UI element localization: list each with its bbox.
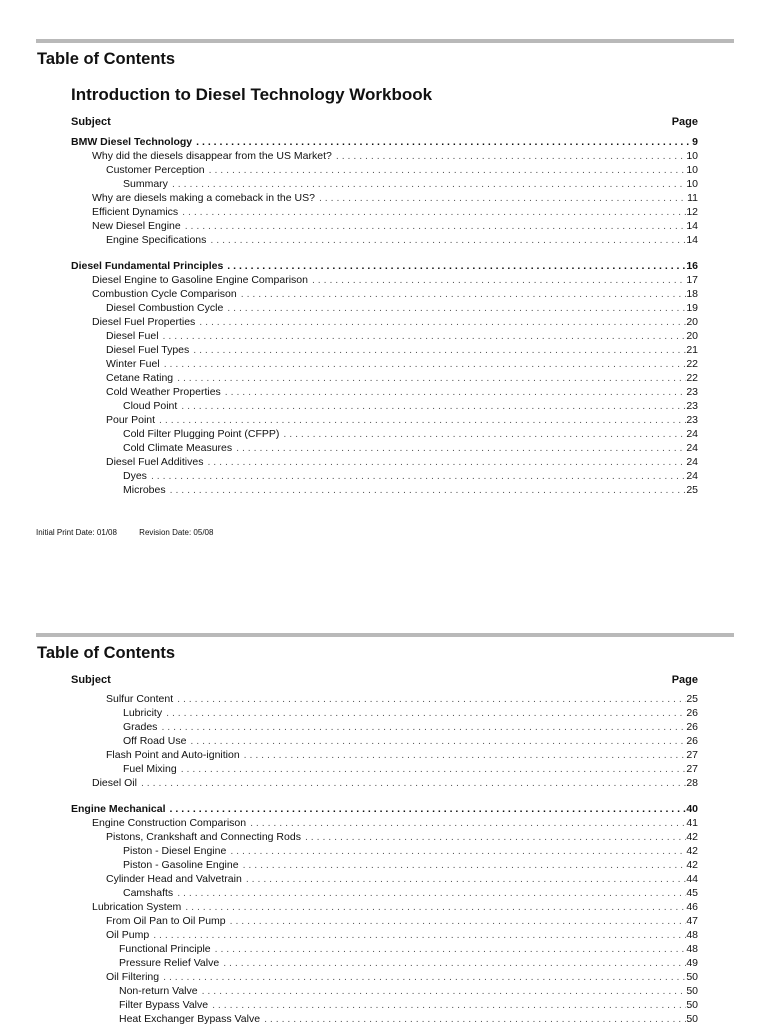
toc-entry[interactable] — [71, 399, 698, 413]
entry-title: Engine Mechanical — [71, 803, 166, 815]
entry-page-number: 9 — [692, 136, 698, 148]
second-page-divider — [36, 633, 734, 637]
entry-title: Grades — [123, 721, 158, 733]
entry-page-number: 23 — [686, 400, 698, 412]
toc-entry[interactable] — [71, 427, 698, 441]
entry-title: Diesel Fuel Types — [106, 344, 190, 356]
dot-leader — [230, 844, 686, 858]
toc-entry[interactable] — [71, 816, 698, 830]
top-divider — [36, 39, 734, 43]
dot-leader — [227, 259, 686, 273]
toc-entry[interactable] — [71, 692, 698, 706]
entry-title: Customer Perception — [106, 164, 205, 176]
dot-leader — [215, 942, 687, 956]
toc-entry[interactable] — [71, 984, 698, 998]
entry-page-number: 27 — [686, 749, 698, 761]
toc-entry[interactable] — [71, 483, 698, 497]
entry-title: Piston - Gasoline Engine — [123, 859, 239, 871]
dot-leader — [190, 734, 686, 748]
entry-page-number: 50 — [686, 985, 698, 997]
dot-leader — [305, 830, 686, 844]
entry-page-number: 21 — [686, 344, 698, 356]
entry-page-number: 14 — [686, 234, 698, 246]
entry-title: Pressure Relief Valve — [119, 957, 220, 969]
toc-entry[interactable] — [71, 914, 698, 928]
entry-title: Pistons, Crankshaft and Connecting Rods — [106, 831, 301, 843]
entry-title: Diesel Oil — [92, 777, 137, 789]
dot-leader — [336, 149, 686, 163]
entry-page-number: 19 — [686, 302, 698, 314]
entry-title: New Diesel Engine — [92, 220, 181, 232]
entry-title: Dyes — [123, 470, 147, 482]
dot-leader — [161, 720, 686, 734]
entry-title: Cold Filter Plugging Point (CFPP) — [123, 428, 280, 440]
toc-entry[interactable] — [71, 872, 698, 886]
dot-leader — [212, 998, 686, 1012]
subject-label: Subject — [71, 674, 111, 686]
entry-page-number: 26 — [686, 735, 698, 747]
dot-leader — [151, 469, 686, 483]
entry-title: Diesel Fuel Properties — [92, 316, 196, 328]
entry-page-number: 23 — [686, 414, 698, 426]
toc-entry[interactable] — [71, 720, 698, 734]
entry-title: Filter Bypass Valve — [119, 999, 209, 1011]
dot-leader — [250, 816, 686, 830]
entry-page-number: 45 — [686, 887, 698, 899]
entry-title: Summary — [123, 178, 168, 190]
entry-title: Microbes — [123, 484, 166, 496]
entry-title: Piston - Diesel Engine — [123, 845, 227, 857]
toc-entry[interactable] — [71, 762, 698, 776]
entry-page-number: 48 — [686, 929, 698, 941]
toc-section-entry[interactable] — [71, 802, 698, 816]
dot-leader — [199, 315, 686, 329]
dot-leader — [312, 273, 686, 287]
entry-page-number: 40 — [686, 803, 698, 815]
entry-page-number: 50 — [686, 971, 698, 983]
entry-title: From Oil Pan to Oil Pump — [106, 915, 226, 927]
entry-page-number: 18 — [686, 288, 698, 300]
toc-entry[interactable] — [71, 998, 698, 1012]
dot-leader — [227, 301, 686, 315]
dot-leader — [236, 441, 686, 455]
entry-page-number: 11 — [687, 192, 698, 204]
entry-page-number: 24 — [686, 442, 698, 454]
entry-title: Heat Exchanger Bypass Valve — [119, 1013, 261, 1025]
entry-page-number: 20 — [686, 330, 698, 342]
entry-page-number: 26 — [686, 707, 698, 719]
dot-leader — [223, 956, 686, 970]
dot-leader — [207, 455, 686, 469]
entry-page-number: 42 — [686, 845, 698, 857]
toc-entry[interactable] — [71, 219, 698, 233]
entry-page-number: 41 — [686, 817, 698, 829]
dot-leader — [141, 776, 686, 790]
entry-page-number: 20 — [686, 316, 698, 328]
entry-page-number: 24 — [686, 428, 698, 440]
entry-title: Oil Filtering — [106, 971, 160, 983]
entry-page-number: 24 — [686, 456, 698, 468]
entry-title: Functional Principle — [119, 943, 211, 955]
entry-title: Winter Fuel — [106, 358, 160, 370]
toc-entry[interactable] — [71, 177, 698, 191]
subject-label: Subject — [71, 116, 111, 128]
toc-title-page-2: Table of Contents — [37, 644, 176, 662]
toc-entry[interactable] — [71, 441, 698, 455]
entry-page-number: 49 — [686, 957, 698, 969]
workbook-title: Introduction to Diesel Technology Workbook — [71, 85, 433, 104]
entry-title: Oil Pump — [106, 929, 150, 941]
toc-entry[interactable] — [71, 886, 698, 900]
entry-page-number: 46 — [686, 901, 698, 913]
toc-entry[interactable] — [71, 970, 698, 984]
dot-leader — [166, 706, 686, 720]
entry-page-number: 42 — [686, 831, 698, 843]
dot-leader — [181, 399, 686, 413]
entry-page-number: 28 — [686, 777, 698, 789]
entry-page-number: 25 — [686, 693, 698, 705]
dot-leader — [210, 233, 686, 247]
revision-date: Revision Date: 05/08 — [139, 528, 214, 537]
toc-entry[interactable] — [71, 858, 698, 872]
toc-entry[interactable] — [71, 273, 698, 287]
toc-section-entry[interactable] — [71, 135, 698, 149]
toc-entry[interactable] — [71, 357, 698, 371]
entry-page-number: 27 — [686, 763, 698, 775]
toc-entry[interactable] — [71, 455, 698, 469]
dot-leader — [319, 191, 687, 205]
toc-entry[interactable] — [71, 385, 698, 399]
entry-page-number: 16 — [686, 260, 698, 272]
entry-title: Lubrication System — [92, 901, 182, 913]
dot-leader — [209, 163, 687, 177]
toc-entry[interactable] — [71, 343, 698, 357]
toc-entry[interactable] — [71, 287, 698, 301]
entry-title: Efficient Dynamics — [92, 206, 179, 218]
initial-print-date: Initial Print Date: 01/08 — [36, 528, 117, 537]
entry-page-number: 10 — [686, 150, 698, 162]
entry-title: Cloud Point — [123, 400, 178, 412]
dot-leader — [159, 413, 686, 427]
entry-page-number: 50 — [686, 999, 698, 1011]
entry-title: Cylinder Head and Valvetrain — [106, 873, 242, 885]
toc-entry[interactable] — [71, 301, 698, 315]
entry-title: Sulfur Content — [106, 693, 174, 705]
toc-entry[interactable] — [71, 371, 698, 385]
toc-title: Table of Contents — [37, 50, 176, 68]
dot-leader — [230, 914, 687, 928]
page-label: Page — [671, 674, 698, 686]
dot-leader — [153, 928, 686, 942]
dot-leader — [185, 900, 686, 914]
toc-entry[interactable] — [71, 928, 698, 942]
entry-page-number: 24 — [686, 470, 698, 482]
entry-page-number: 10 — [686, 164, 698, 176]
dot-leader — [164, 357, 687, 371]
entry-title: Off Road Use — [123, 735, 187, 747]
entry-page-number: 25 — [686, 484, 698, 496]
toc-entry[interactable] — [71, 942, 698, 956]
entry-title: Diesel Fundamental Principles — [71, 260, 224, 272]
entry-page-number: 12 — [686, 206, 698, 218]
dot-leader — [163, 970, 686, 984]
entry-page-number: 50 — [686, 1013, 698, 1025]
dot-leader — [177, 886, 686, 900]
toc-entry[interactable] — [71, 191, 698, 205]
entry-page-number: 10 — [686, 178, 698, 190]
dot-leader — [244, 748, 687, 762]
entry-title: Combustion Cycle Comparison — [92, 288, 237, 300]
entry-title: Diesel Fuel Additives — [106, 456, 204, 468]
dot-leader — [181, 762, 687, 776]
entry-title: Why did the diesels disappear from the US Market? — [92, 150, 332, 162]
toc-entry[interactable] — [71, 830, 698, 844]
footer — [36, 528, 233, 537]
toc-entry[interactable] — [71, 748, 698, 762]
toc-entry[interactable] — [71, 233, 698, 247]
toc-entry[interactable] — [71, 844, 698, 858]
toc-entry[interactable] — [71, 900, 698, 914]
dot-leader — [193, 343, 686, 357]
toc-entry[interactable] — [71, 413, 698, 427]
entry-page-number: 22 — [686, 372, 698, 384]
dot-leader — [225, 385, 687, 399]
dot-leader — [185, 219, 687, 233]
dot-leader — [196, 135, 692, 149]
entry-page-number: 23 — [686, 386, 698, 398]
dot-leader — [202, 984, 687, 998]
toc-entry[interactable] — [71, 469, 698, 483]
dot-leader — [170, 802, 687, 816]
entry-title: Fuel Mixing — [123, 763, 177, 775]
toc-entry[interactable] — [71, 329, 698, 343]
entry-title: Diesel Engine to Gasoline Engine Comparison — [92, 274, 308, 286]
entry-page-number: 14 — [686, 220, 698, 232]
entry-title: Pour Point — [106, 414, 156, 426]
entry-page-number: 48 — [686, 943, 698, 955]
dot-leader — [283, 427, 686, 441]
toc-entry[interactable] — [71, 163, 698, 177]
toc-section-entry[interactable] — [71, 259, 698, 273]
entry-title: Camshafts — [123, 887, 174, 899]
entry-title: Why are diesels making a comeback in the US? — [92, 192, 315, 204]
page-label: Page — [671, 116, 698, 128]
entry-page-number: 17 — [686, 274, 698, 286]
entry-title: Engine Construction Comparison — [92, 817, 247, 829]
toc-entry[interactable] — [71, 734, 698, 748]
dot-leader — [177, 371, 686, 385]
toc-entry[interactable] — [71, 315, 698, 329]
entry-title: Non-return Valve — [119, 985, 198, 997]
dot-leader — [170, 483, 687, 497]
toc-entry[interactable] — [71, 706, 698, 720]
entry-page-number: 42 — [686, 859, 698, 871]
entry-title: Cetane Rating — [106, 372, 174, 384]
dot-leader — [246, 872, 687, 886]
entry-title: Lubricity — [123, 707, 163, 719]
entry-title: BMW Diesel Technology — [71, 136, 193, 148]
entry-title: Flash Point and Auto-ignition — [106, 749, 240, 761]
dot-leader — [182, 205, 686, 219]
dot-leader — [163, 329, 687, 343]
toc-entry[interactable] — [71, 776, 698, 790]
entry-title: Diesel Fuel — [106, 330, 159, 342]
toc-entry[interactable] — [71, 956, 698, 970]
dot-leader — [241, 287, 687, 301]
toc-entry[interactable] — [71, 205, 698, 219]
dot-leader — [243, 858, 687, 872]
entry-page-number: 22 — [686, 358, 698, 370]
entry-page-number: 44 — [686, 873, 698, 885]
entry-title: Cold Weather Properties — [106, 386, 221, 398]
entry-title: Engine Specifications — [106, 234, 207, 246]
dot-leader — [172, 177, 686, 191]
dot-leader — [177, 692, 686, 706]
entry-page-number: 26 — [686, 721, 698, 733]
entry-title: Diesel Combustion Cycle — [106, 302, 224, 314]
entry-page-number: 47 — [686, 915, 698, 927]
toc-entry[interactable] — [71, 149, 698, 163]
entry-title: Cold Climate Measures — [123, 442, 233, 454]
